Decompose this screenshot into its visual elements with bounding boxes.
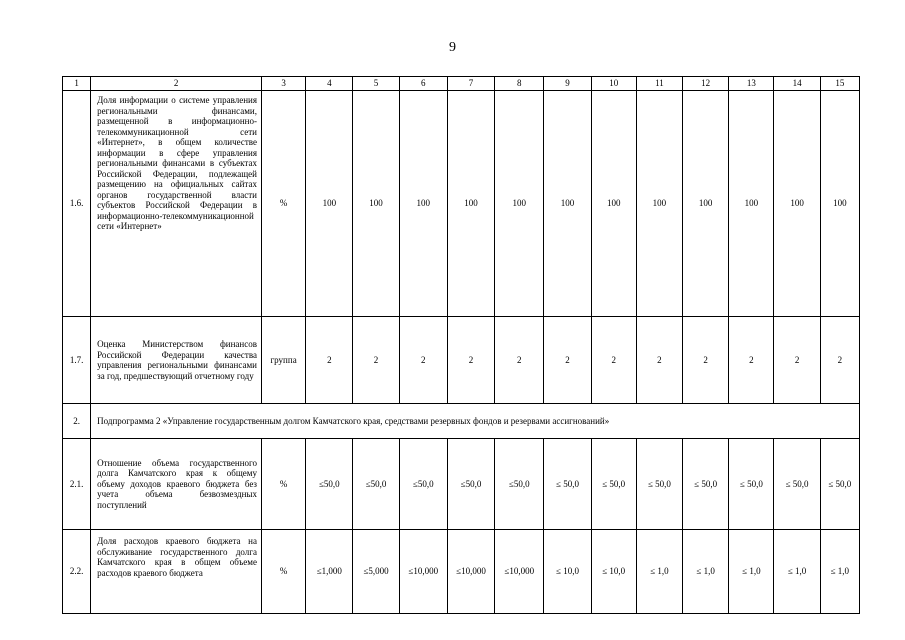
value-cell: ≤50,0: [399, 439, 447, 530]
value-cell: ≤ 50,0: [544, 439, 591, 530]
value-cell: ≤ 1,0: [729, 530, 774, 614]
value-cell: ≤ 50,0: [683, 439, 729, 530]
row-number: 1.7.: [63, 317, 91, 404]
unit-cell: %: [261, 91, 305, 317]
value-cell: 100: [399, 91, 447, 317]
value-cell: 100: [306, 91, 353, 317]
header-cell: 14: [774, 77, 820, 91]
header-cell: 11: [636, 77, 682, 91]
subprogram-row: [63, 404, 860, 439]
value-cell: 100: [820, 91, 859, 317]
value-cell: 2: [544, 317, 591, 404]
value-cell: 100: [495, 91, 544, 317]
indicator-description: Доля информации о системе управления региональными финансами, размещенной в информационно-телекоммуникационной сети «Интернет», в общем количестве информации в сфере управления региональными финансами в субъектах Российской Федерации, подлежащей размещению на официальных сайтах органов государственной власти субъектов Российской Федерации в информационно-телекоммуникационной сети «Интернет»: [91, 91, 262, 317]
value-cell: ≤ 50,0: [636, 439, 682, 530]
header-cell: 5: [353, 77, 399, 91]
header-cell: 3: [261, 77, 305, 91]
value-cell: ≤10,000: [447, 530, 494, 614]
value-cell: 2: [353, 317, 399, 404]
table-row: [63, 530, 860, 614]
value-cell: 100: [447, 91, 494, 317]
indicator-description: Доля расходов краевого бюджета на обслуживание государственного долга Камчатского края в общем объеме расходов краевого бюджета: [91, 530, 262, 614]
value-cell: ≤ 50,0: [820, 439, 859, 530]
value-cell: 100: [544, 91, 591, 317]
header-cell: 6: [399, 77, 447, 91]
header-cell: 1: [63, 77, 91, 91]
unit-cell: %: [261, 439, 305, 530]
value-cell: ≤10,000: [399, 530, 447, 614]
value-cell: ≤ 1,0: [774, 530, 820, 614]
value-cell: ≤50,0: [306, 439, 353, 530]
header-cell: 2: [91, 77, 262, 91]
value-cell: 2: [729, 317, 774, 404]
value-cell: 100: [353, 91, 399, 317]
value-cell: ≤5,000: [353, 530, 399, 614]
subprogram-title: Подпрограмма 2 «Управление государственным долгом Камчатского края, средствами резервных фондов и резервами ассигнований»: [91, 404, 860, 439]
value-cell: ≤ 1,0: [636, 530, 682, 614]
row-number: 1.6.: [63, 91, 91, 317]
value-cell: ≤ 10,0: [544, 530, 591, 614]
header-cell: 15: [820, 77, 859, 91]
value-cell: 2: [636, 317, 682, 404]
value-cell: ≤10,000: [495, 530, 544, 614]
indicator-description: Оценка Министерством финансов Российской Федерации качества управления региональными финансами за год, предшествующий отчетному году: [91, 317, 262, 404]
value-cell: 2: [495, 317, 544, 404]
value-cell: 100: [591, 91, 636, 317]
value-cell: ≤50,0: [447, 439, 494, 530]
row-number: 2.1.: [63, 439, 91, 530]
value-cell: ≤ 10,0: [591, 530, 636, 614]
value-cell: ≤ 1,0: [683, 530, 729, 614]
value-cell: 2: [820, 317, 859, 404]
value-cell: 2: [591, 317, 636, 404]
value-cell: ≤ 50,0: [774, 439, 820, 530]
header-cell: 9: [544, 77, 591, 91]
header-cell: 12: [683, 77, 729, 91]
value-cell: ≤ 1,0: [820, 530, 859, 614]
value-cell: 2: [683, 317, 729, 404]
row-number: 2.2.: [63, 530, 91, 614]
header-cell: 4: [306, 77, 353, 91]
header-cell: 8: [495, 77, 544, 91]
value-cell: 2: [399, 317, 447, 404]
value-cell: ≤50,0: [353, 439, 399, 530]
header-cell: 10: [591, 77, 636, 91]
value-cell: 100: [774, 91, 820, 317]
value-cell: 2: [774, 317, 820, 404]
table-row: [63, 317, 860, 404]
header-cell: 13: [729, 77, 774, 91]
indicator-description: Отношение объема государственного долга Камчатского края к общему объему доходов краевого бюджета без учета объема безвозмездных поступлений: [91, 439, 262, 530]
header-row: [63, 77, 860, 91]
unit-cell: %: [261, 530, 305, 614]
value-cell: ≤ 50,0: [591, 439, 636, 530]
table-row: [63, 91, 860, 317]
value-cell: ≤50,0: [495, 439, 544, 530]
value-cell: 100: [636, 91, 682, 317]
value-cell: ≤ 50,0: [729, 439, 774, 530]
value-cell: 100: [729, 91, 774, 317]
table-row: [63, 439, 860, 530]
value-cell: ≤1,000: [306, 530, 353, 614]
page-number: 9: [449, 40, 456, 55]
row-number: 2.: [63, 404, 91, 439]
value-cell: 2: [447, 317, 494, 404]
value-cell: 100: [683, 91, 729, 317]
header-cell: 7: [447, 77, 494, 91]
value-cell: 2: [306, 317, 353, 404]
unit-cell: группа: [261, 317, 305, 404]
indicators-table: [62, 76, 860, 614]
